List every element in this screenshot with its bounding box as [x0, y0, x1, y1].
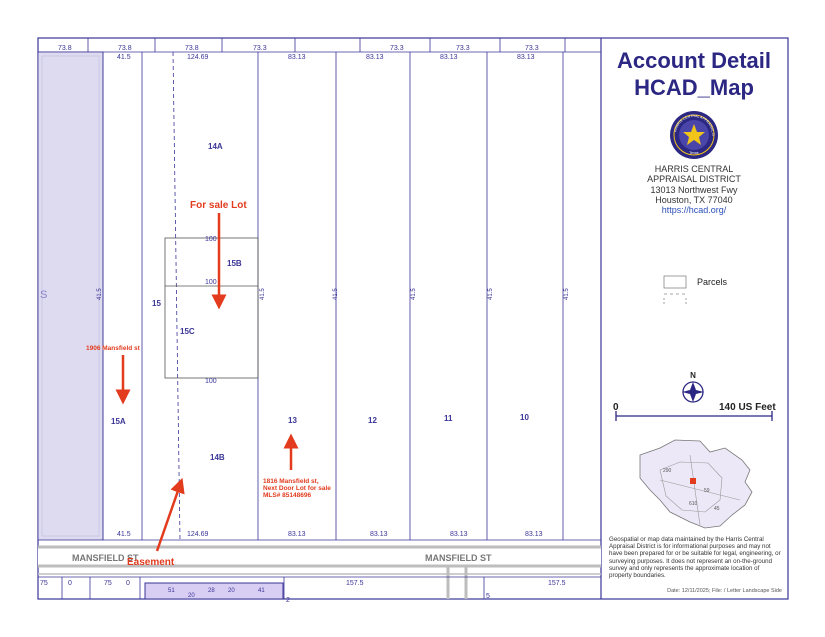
below-dim-0: 75 — [40, 580, 48, 587]
top-row2-dim-1: 124.69 — [187, 54, 209, 61]
bottom-lot-2: 28 — [208, 588, 215, 594]
overview-hwy-59: 59 — [704, 488, 710, 494]
lot-label-11[interactable]: 11 — [444, 414, 453, 423]
below-dim-7: 2 — [286, 597, 290, 604]
legend-parcels-label: Parcels — [697, 277, 728, 287]
below-dim-1: 0 — [68, 580, 72, 587]
top-dim-5: 73.3 — [456, 45, 470, 52]
lot-label-15b[interactable]: 15B — [227, 259, 242, 268]
panel-title-line2: HCAD_Map — [634, 75, 754, 100]
below-dim-3: 0 — [126, 580, 130, 587]
top-dim-3: 73.3 — [253, 45, 267, 52]
panel-title-line1: Account Detail — [616, 48, 772, 73]
inner-lots[interactable] — [165, 238, 258, 378]
bottom-dim-4: 83.13 — [450, 531, 468, 538]
inner-dim-1: 100 — [205, 279, 217, 286]
top-row2-dim-3: 83.13 — [366, 54, 384, 61]
lot-label-14a[interactable]: 14A — [208, 142, 223, 151]
bottom-lot-3: 20 — [228, 588, 235, 594]
street-name-right: MANSFIELD ST — [425, 553, 492, 563]
below-dim-5: 157.5 — [548, 580, 566, 587]
overview-hwy-290: 290 — [663, 468, 672, 474]
below-dim-6: 5 — [486, 593, 490, 600]
scale-end-label: 140 US Feet — [719, 402, 776, 413]
top-row2-dim-0: 41.5 — [117, 54, 131, 61]
bottom-lot-1: 20 — [188, 593, 195, 599]
easement-line — [173, 52, 180, 540]
top-dim-4: 73.3 — [390, 45, 404, 52]
top-row2-dim-4: 83.13 — [440, 54, 458, 61]
hcad-url-link[interactable] — [601, 205, 787, 216]
side-dim-4: 41.5 — [488, 288, 494, 300]
org-name-line2: APPRAISAL DISTRICT — [647, 174, 741, 184]
top-dim-6: 73.3 — [525, 45, 539, 52]
bottom-lot-0: 51 — [168, 588, 175, 594]
below-dim-4: 157.5 — [346, 580, 364, 587]
address-line1: 13013 Northwest Fwy — [650, 185, 738, 195]
lot-label-12[interactable]: 12 — [368, 416, 377, 425]
left-letter: S — [40, 289, 48, 301]
next-door-line1: 1816 Mansfield st, — [263, 478, 319, 485]
lot-label-15a[interactable]: 15A — [111, 417, 126, 426]
next-door-line3: MLS# 85148696 — [263, 492, 312, 499]
lot-lines — [103, 52, 601, 540]
top-strip-dividers — [88, 38, 565, 52]
lot-label-15c[interactable]: 15C — [180, 327, 195, 336]
easement-annotation: Easement — [127, 557, 175, 568]
bottom-dim-0: 41.5 — [117, 531, 131, 538]
easement-arrow — [157, 485, 180, 551]
bottom-dim-5: 83.13 — [525, 531, 543, 538]
below-dim-2: 75 — [104, 580, 112, 587]
hcad-url[interactable]: https://hcad.org/ — [661, 205, 727, 215]
left-parcel[interactable] — [38, 52, 103, 540]
overview-hwy-45: 45 — [714, 506, 720, 512]
bottom-dim-1: 124.69 — [187, 531, 209, 538]
bottom-parcel-lines — [38, 577, 601, 599]
scale-start-label: 0 — [613, 402, 619, 413]
address-line2: Houston, TX 77040 — [655, 195, 733, 205]
top-row2-dim-5: 83.13 — [517, 54, 535, 61]
top-row2-dim-2: 83.13 — [288, 54, 306, 61]
footer-date: Date: 12/11/2025; File: / Letter Landscape Side — [667, 588, 782, 594]
bottom-dim-3: 83.13 — [370, 531, 388, 538]
mansfield-1906-annotation: 1906 Mansfield st — [86, 345, 140, 352]
seal-text-bottom: Texas — [689, 151, 699, 155]
top-dim-1: 73.8 — [118, 45, 132, 52]
north-label: N — [690, 371, 696, 380]
org-name-line1: HARRIS CENTRAL — [654, 164, 734, 174]
lot-label-13[interactable]: 13 — [288, 416, 297, 425]
info-panel — [601, 38, 787, 599]
lot-label-10[interactable]: 10 — [520, 413, 529, 422]
disclaimer-text: Geospatial or map data maintained by the Harris Central Appraisal District is for informational purposes and may not have been prepared for or be suitable for legal, engineering, or surveying purposes. It does not represent an on-the-ground survey and only represents the approximate location of property boundaries. — [609, 536, 781, 580]
side-dim-5: 41.5 — [564, 288, 570, 300]
top-dim-2: 73.8 — [185, 45, 199, 52]
side-dim-0: 41.5 — [97, 288, 103, 300]
lot-label-14b[interactable]: 14B — [210, 453, 225, 462]
for-sale-annotation: For sale Lot — [190, 200, 247, 211]
bottom-dim-2: 83.13 — [288, 531, 306, 538]
side-dim-3: 41.5 — [411, 288, 417, 300]
overview-hwy-610: 610 — [689, 501, 698, 507]
inner-dim-2: 100 — [205, 378, 217, 385]
lot-label-15[interactable]: 15 — [152, 299, 161, 308]
bottom-lot-4: 41 — [258, 588, 265, 594]
street-name-left: MANSFIELD ST — [72, 553, 139, 563]
seal-text: HARRIS CENTRAL APPRAISAL D — [673, 113, 716, 136]
next-door-line2: Next Door Lot for sale — [263, 485, 331, 492]
side-dim-2: 41.5 — [333, 288, 339, 300]
side-dim-1: 41.5 — [260, 288, 266, 300]
inner-dim-0: 100 — [205, 236, 217, 243]
top-dim-0: 73.8 — [58, 45, 72, 52]
